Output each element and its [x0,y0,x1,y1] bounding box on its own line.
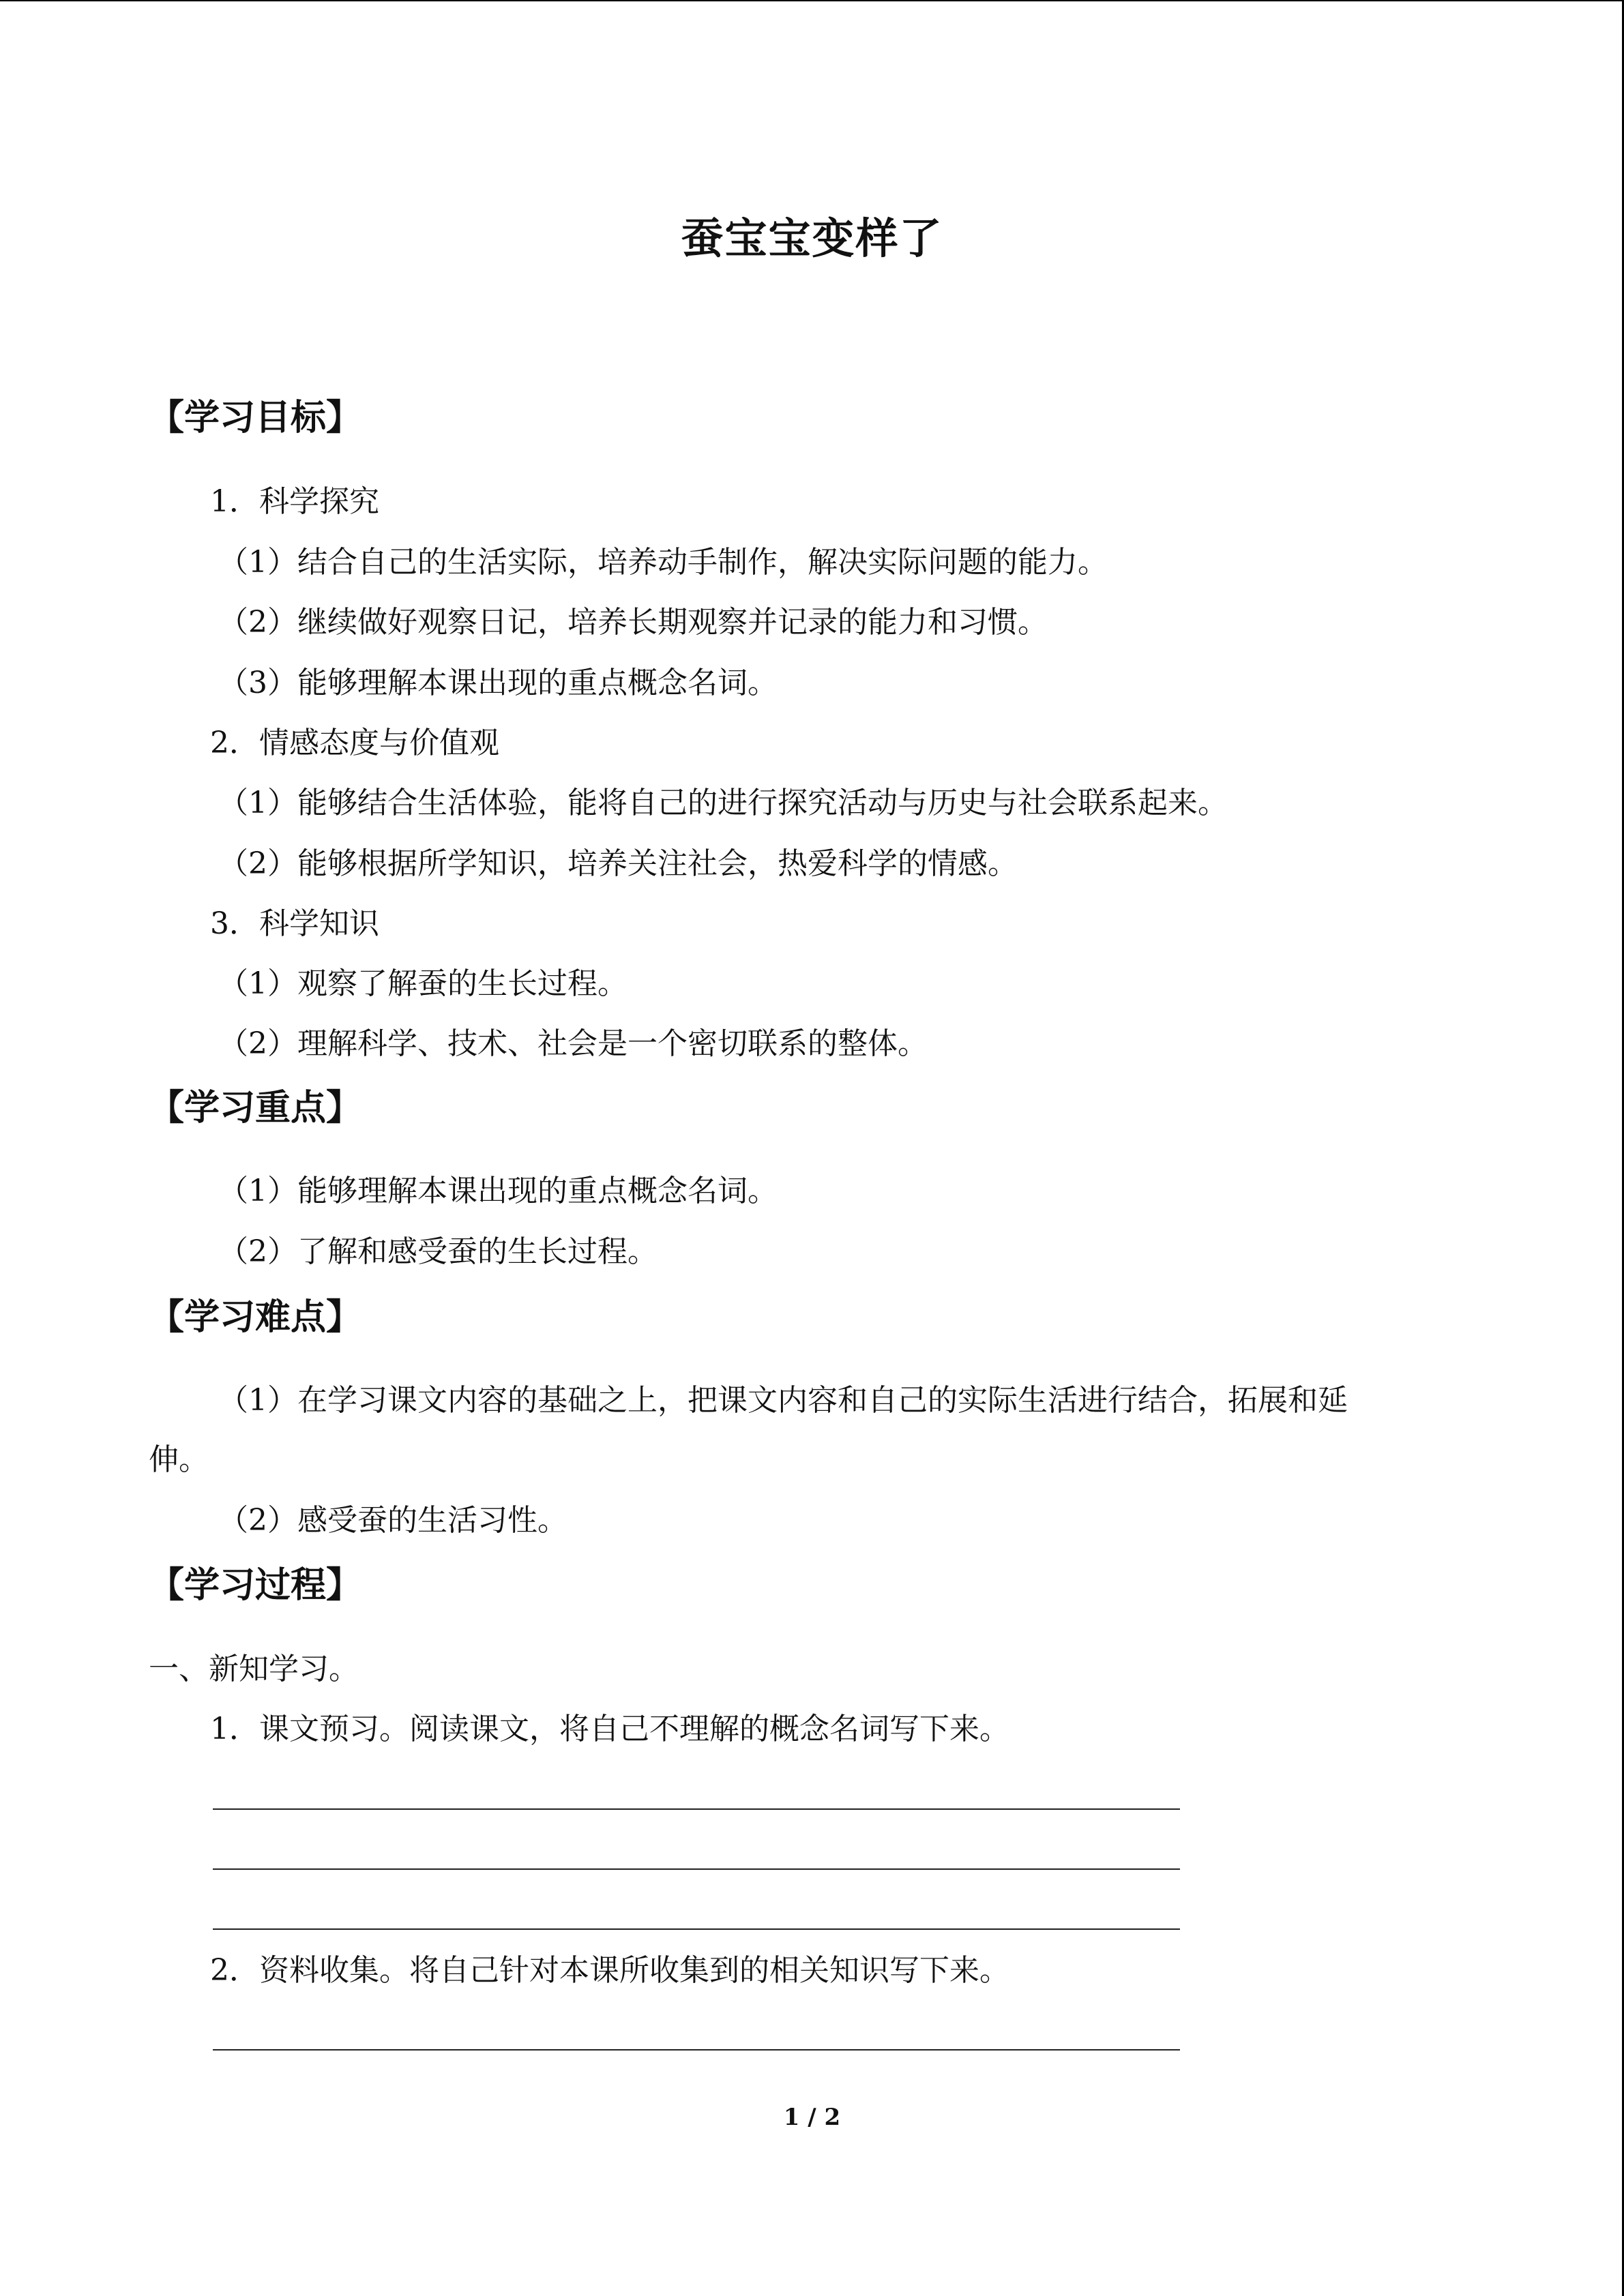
goal-item-4: （3）能够理解本课出现的重点概念名词。 [218,666,778,700]
goal-item-3: （2）继续做好观察日记，培养长期观察并记录的能力和习惯。 [218,605,1048,640]
difficulty-item-2: （2）感受蚕的生活习性。 [218,1503,567,1538]
difficulty-item-1-continued: 伸。 [149,1442,209,1477]
answer-blank-line-1[interactable] [213,1808,1180,1810]
goal-item-1: 1．科学探究 [210,484,379,519]
heading-difficulties: 【学习难点】 [149,1296,362,1338]
answer-blank-line-4[interactable] [213,2049,1180,2051]
goal-item-7: （2）能够根据所学知识，培养关注社会，热爱科学的情感。 [218,846,1018,881]
process-item-3: 2．资料收集。将自己针对本课所收集到的相关知识写下来。 [210,1953,1009,1988]
answer-blank-line-3[interactable] [213,1928,1180,1930]
page-title: 蚕宝宝变样了 [681,213,943,263]
heading-learning-process: 【学习过程】 [149,1564,362,1606]
page-number: 1 / 2 [783,2104,841,2131]
heading-key-points: 【学习重点】 [149,1087,362,1129]
answer-blank-line-2[interactable] [213,1868,1180,1870]
process-item-1: 一、新知学习。 [149,1652,359,1686]
goal-item-9: （1）观察了解蚕的生长过程。 [218,966,628,1001]
page-border-top [0,0,1624,1]
goal-item-8: 3．科学知识 [210,906,379,941]
goal-item-6: （1）能够结合生活体验，能将自己的进行探究活动与历史与社会联系起来。 [218,786,1228,820]
difficulty-item-1: （1）在学习课文内容的基础之上，把课文内容和自己的实际生活进行结合，拓展和延 [218,1383,1348,1418]
goal-item-5: 2．情感态度与价值观 [210,726,499,760]
goal-item-10: （2）理解科学、技术、社会是一个密切联系的整体。 [218,1026,928,1061]
heading-learning-goals: 【学习目标】 [149,397,362,438]
process-item-2: 1．课文预习。阅读课文，将自己不理解的概念名词写下来。 [210,1712,1009,1746]
key-point-item-2: （2）了解和感受蚕的生长过程。 [218,1234,658,1269]
goal-item-2: （1）结合自己的生活实际，培养动手制作，解决实际问题的能力。 [218,545,1108,580]
key-point-item-1: （1）能够理解本课出现的重点概念名词。 [218,1174,778,1208]
